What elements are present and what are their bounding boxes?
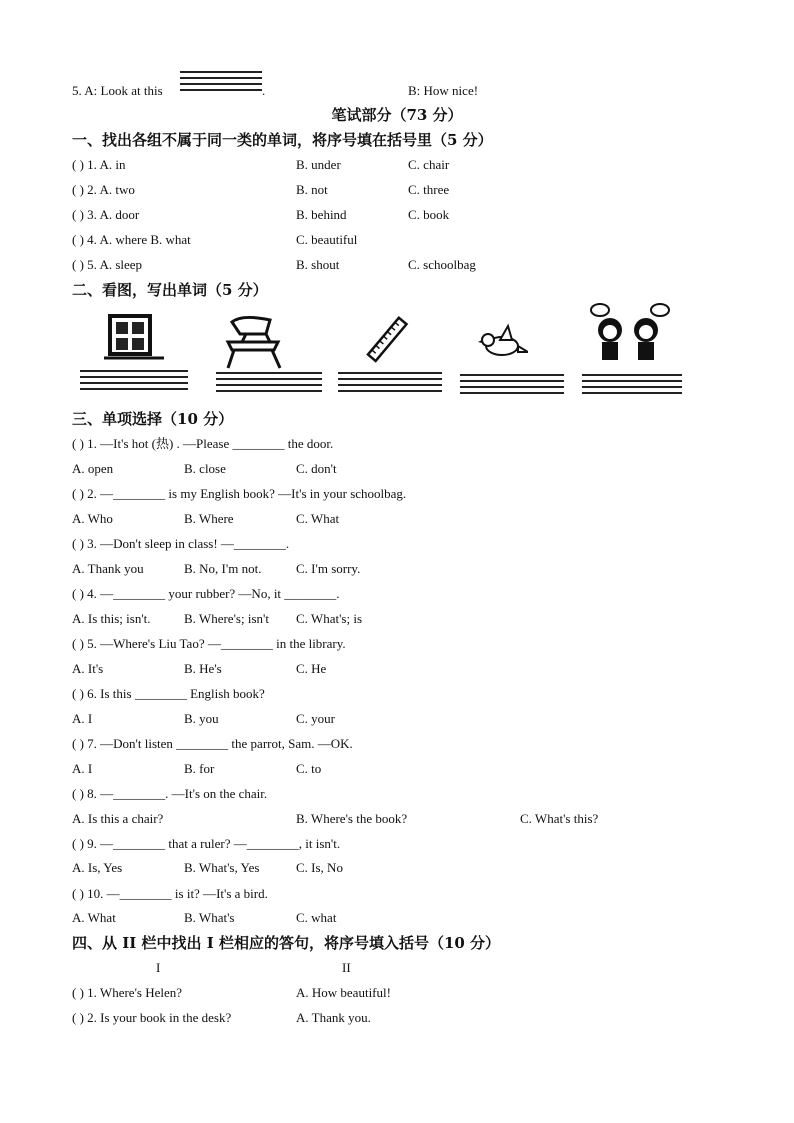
s1-row2-b: B. not — [296, 182, 328, 197]
s3-q1-a: A. open — [72, 461, 114, 476]
s3-q4-c: C. What's; is — [296, 611, 363, 626]
s3-q10: ( ) 10. —________ is it? —It's a bird. — [72, 886, 268, 901]
s3-q4: ( ) 4. —________ your rubber? —No, it ________. — [72, 586, 340, 601]
s3-q3-b: B. No, I'm not. — [184, 561, 262, 576]
s3-q4-b: B. Where's; isn't — [184, 611, 269, 626]
s3-q1-b: B. close — [184, 461, 226, 476]
s1-row5-c: C. schoolbag — [408, 257, 476, 272]
s4-col2-header: II — [342, 960, 351, 975]
bird-icon — [478, 322, 528, 362]
q5-b-text: B: How nice! — [408, 83, 479, 98]
write-lines-3 — [338, 372, 442, 396]
s1-row1-b: B. under — [296, 157, 341, 172]
s3-q9: ( ) 9. —________ that a ruler? —________, it isn't. — [72, 836, 341, 851]
s3-q7-a: A. I — [72, 761, 93, 776]
q5-blank-lines — [180, 71, 262, 95]
s1-row1-q: ( ) 1. A. in — [72, 157, 126, 172]
s3-q5-a: A. It's — [72, 661, 104, 676]
s4-row1-a: A. How beautiful! — [296, 985, 391, 1000]
s4-row2-q: ( ) 2. Is your book in the desk? — [72, 1010, 232, 1025]
s3-q10-c: C. what — [296, 910, 337, 925]
s3-q7: ( ) 7. —Don't listen ________ the parrot, Sam. —OK. — [72, 736, 353, 751]
s1-row4-c: C. beautiful — [296, 232, 358, 247]
s3-q6-a: A. I — [72, 711, 93, 726]
s3-q1: ( ) 1. —It's hot (热) . —Please ________ the door. — [72, 436, 334, 451]
s1-row3-q: ( ) 3. A. door — [72, 207, 140, 222]
s1-row5-b: B. shout — [296, 257, 340, 272]
s3-q7-b: B. for — [184, 761, 215, 776]
section1-title: 一、找出各组不属于同一类的单词，将序号填在括号里（5 分） — [72, 131, 493, 149]
s3-q8-b: B. Where's the book? — [296, 811, 408, 826]
s1-row2-q: ( ) 2. A. two — [72, 182, 135, 197]
chair-icon — [222, 312, 292, 370]
section2-title: 二、看图，写出单词（5 分） — [72, 281, 268, 299]
s3-q10-a: A. What — [72, 910, 116, 925]
written-part-title: 笔试部分（73 分） — [331, 106, 463, 124]
s3-q9-b: B. What's, Yes — [184, 860, 260, 875]
s3-q5-c: C. He — [296, 661, 327, 676]
s3-q9-c: C. Is, No — [296, 860, 343, 875]
s3-q8-a: A. Is this a chair? — [72, 811, 164, 826]
s3-q6: ( ) 6. Is this ________ English book? — [72, 686, 265, 701]
q5-period: . — [262, 83, 266, 98]
s3-q10-b: B. What's — [184, 910, 235, 925]
s3-q5-b: B. He's — [184, 661, 222, 676]
s4-row2-a: A. Thank you. — [296, 1010, 371, 1025]
write-lines-2 — [216, 372, 322, 396]
s3-q2-b: B. Where — [184, 511, 234, 526]
s1-row3-b: B. behind — [296, 207, 347, 222]
s3-q3-a: A. Thank you — [72, 561, 144, 576]
q5-a-text: 5. A: Look at this — [72, 83, 163, 98]
s3-q5: ( ) 5. —Where's Liu Tao? —________ in the library. — [72, 636, 346, 651]
s4-col1-header: I — [156, 960, 161, 975]
s1-row5-q: ( ) 5. A. sleep — [72, 257, 143, 272]
ruler-icon — [360, 316, 416, 364]
s1-row2-c: C. three — [408, 182, 450, 197]
s3-q8: ( ) 8. —________. —It's on the chair. — [72, 786, 268, 801]
window-icon — [104, 310, 164, 366]
section4-title: 四、从 II 栏中找出 I 栏相应的答句，将序号填入括号（10 分） — [72, 934, 501, 952]
write-lines-1 — [80, 370, 188, 394]
s3-q6-b: B. you — [184, 711, 219, 726]
s3-q8-c: C. What's this? — [520, 811, 599, 826]
s1-row4-q: ( ) 4. A. where B. what — [72, 232, 191, 247]
s3-q3-c: C. I'm sorry. — [296, 561, 361, 576]
s3-q6-c: C. your — [296, 711, 335, 726]
girls-talking-icon — [584, 302, 674, 366]
s3-q2-c: C. What — [296, 511, 340, 526]
s3-q2: ( ) 2. —________ is my English book? —It's in your schoolbag. — [72, 486, 407, 501]
s3-q7-c: C. to — [296, 761, 322, 776]
write-lines-5 — [582, 374, 682, 398]
s1-row3-c: C. book — [408, 207, 450, 222]
s3-q1-c: C. don't — [296, 461, 337, 476]
s3-q4-a: A. Is this; isn't. — [72, 611, 151, 626]
s3-q2-a: A. Who — [72, 511, 113, 526]
s3-q3: ( ) 3. —Don't sleep in class! —________. — [72, 536, 290, 551]
s3-q9-a: A. Is, Yes — [72, 860, 123, 875]
write-lines-4 — [460, 374, 564, 398]
s4-row1-q: ( ) 1. Where's Helen? — [72, 985, 183, 1000]
s1-row1-c: C. chair — [408, 157, 450, 172]
section3-title: 三、单项选择（10 分） — [72, 410, 234, 428]
